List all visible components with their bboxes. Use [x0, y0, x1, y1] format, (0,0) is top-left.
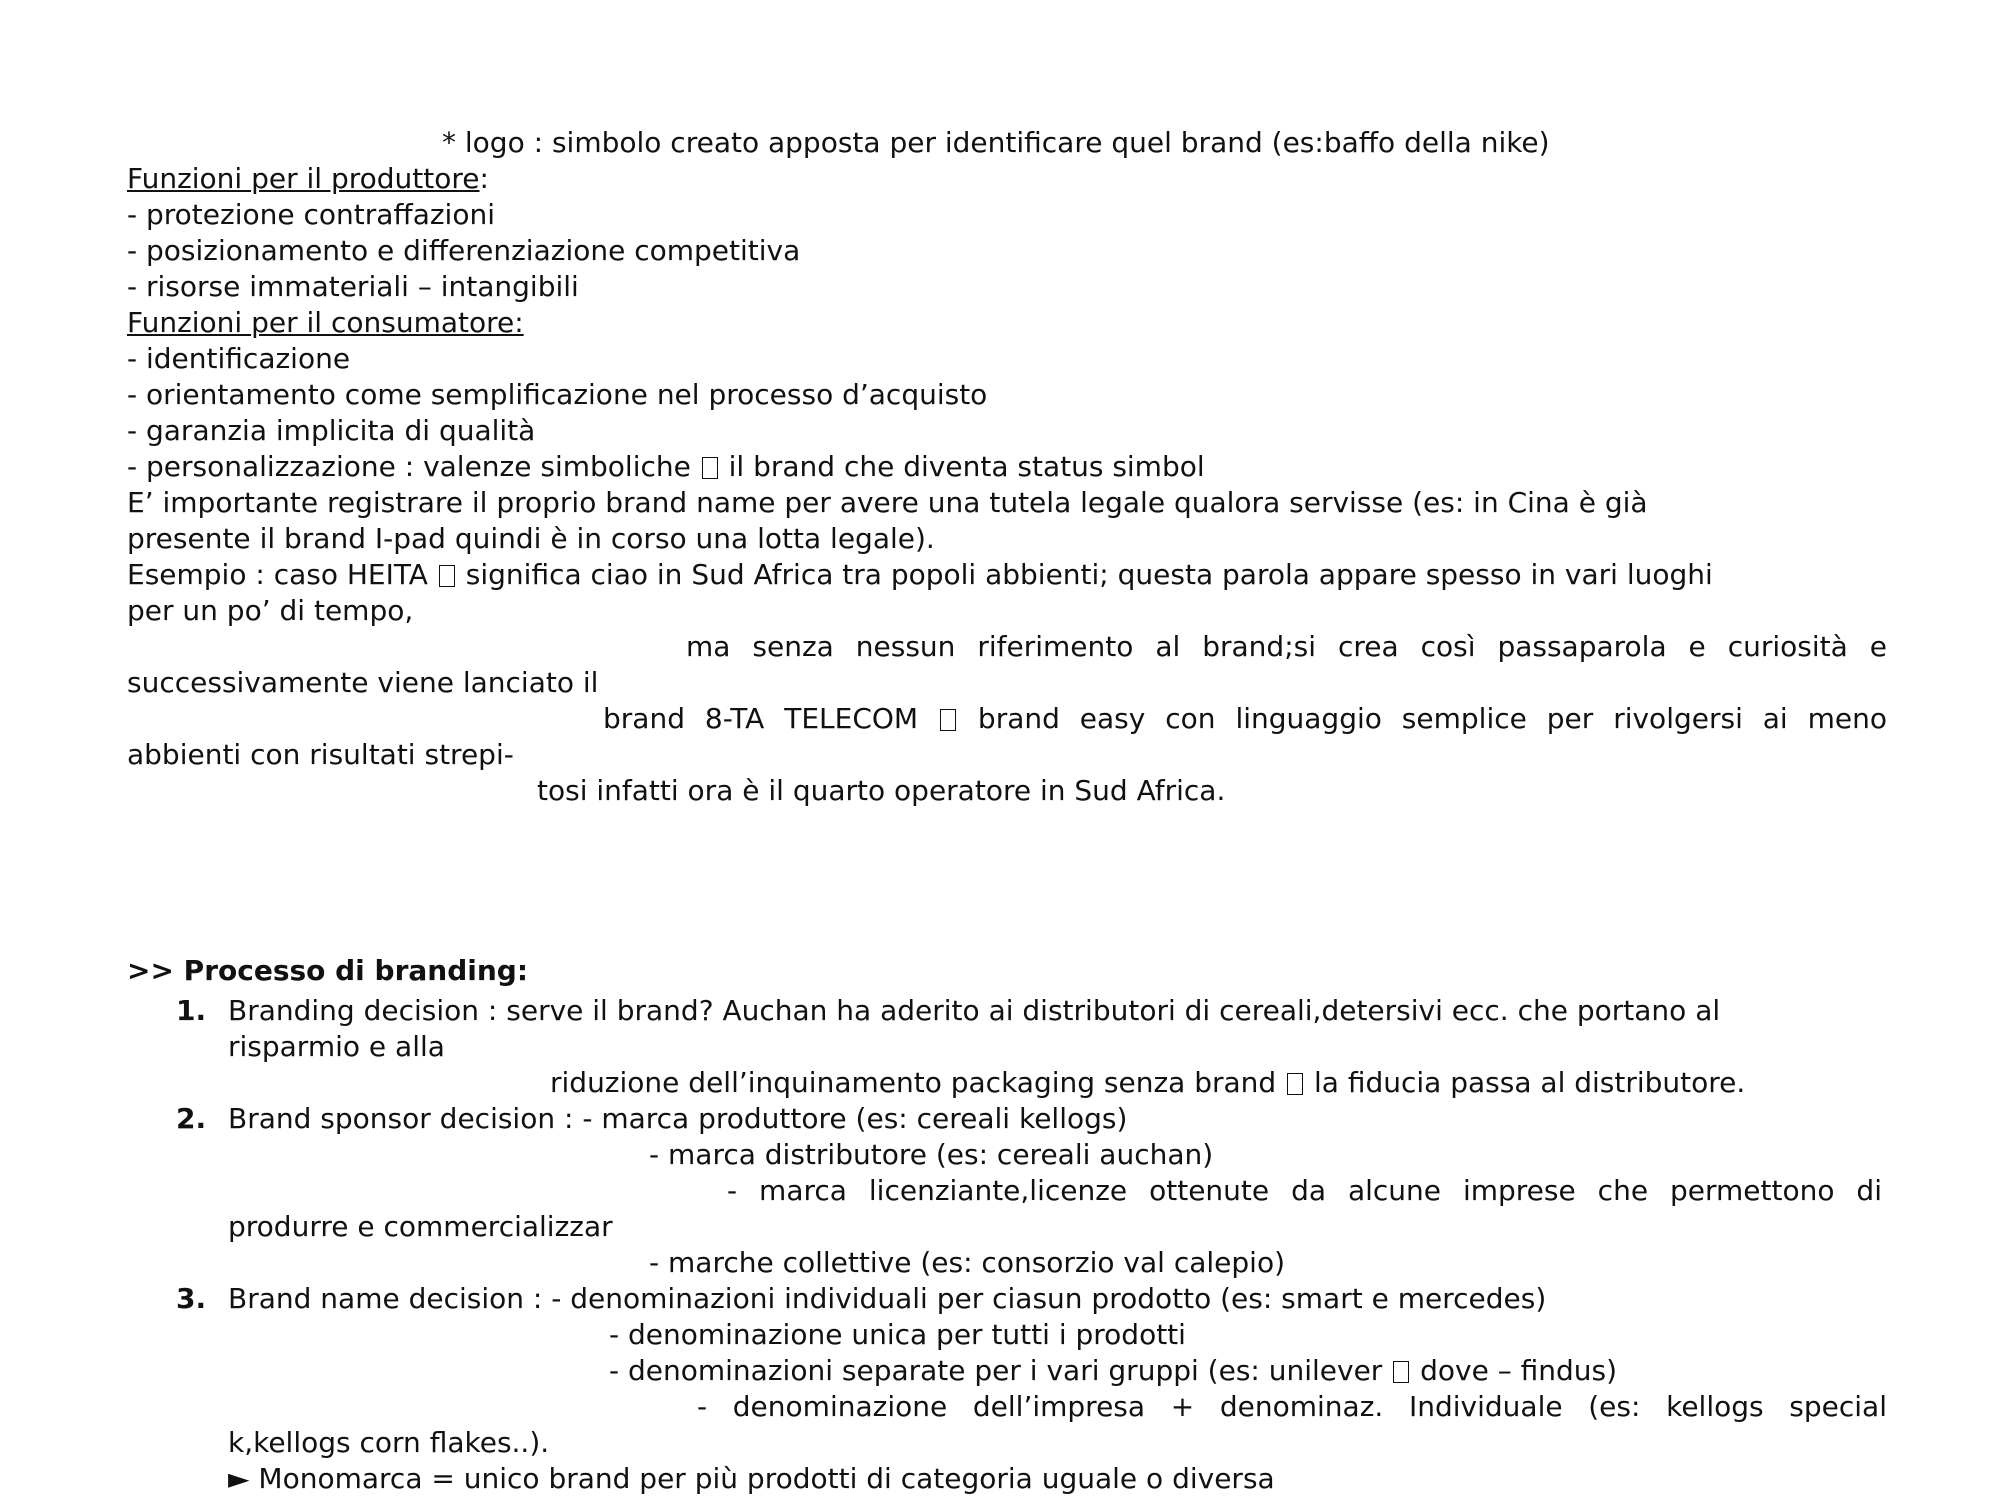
list-item: - orientamento come semplificazione nel processo d’acquisto [127, 378, 988, 411]
paragraph-line: abbienti con risultati strepi- [127, 738, 514, 771]
list-item-text: produrre e commercializzar [228, 1210, 613, 1243]
list-item: - identificazione [127, 342, 351, 375]
paragraph-line: successivamente viene lanciato il [127, 666, 599, 699]
list-item: - posizionamento e differenziazione competitiva [127, 234, 801, 267]
list-item-text: - denominazione unica per tutti i prodotti [609, 1318, 1186, 1351]
list-number: 1. [176, 994, 207, 1027]
list-item: - garanzia implicita di qualità [127, 414, 536, 447]
producer-heading: Funzioni per il produttore: [127, 162, 489, 195]
list-item-text: risparmio e alla [228, 1030, 445, 1063]
list-item-text: - marche collettive (es: consorzio val calepio) [649, 1246, 1286, 1279]
missing-glyph-icon [940, 709, 956, 731]
consumer-heading: Funzioni per il consumatore: [127, 306, 524, 339]
missing-glyph-icon [1287, 1073, 1303, 1095]
list-item-text: - marca licenziante,licenze ottenute da alcune imprese che permettono di [727, 1174, 1882, 1207]
list-item: - personalizzazione : valenze simboliche il brand che diventa status simbol [127, 450, 1205, 483]
paragraph-line: tosi infatti ora è il quarto operatore in Sud Africa. [537, 774, 1226, 807]
paragraph-line: brand 8-TA TELECOM brand easy con linguaggio semplice per rivolgersi ai meno [603, 702, 1887, 735]
paragraph-line: ma senza nessun riferimento al brand;si crea così passaparola e curiosità e [686, 630, 1887, 663]
list-item-text: - denominazione dell’impresa + denominaz. Individuale (es: kellogs special [697, 1390, 1887, 1423]
list-item-text: Branding decision : serve il brand? Auchan ha aderito ai distributori di cereali,detersivi ecc. che portano al [228, 994, 1721, 1027]
missing-glyph-icon [1393, 1361, 1409, 1383]
list-item: - risorse immateriali – intangibili [127, 270, 579, 303]
list-number: 3. [176, 1282, 207, 1315]
paragraph-line: per un po’ di tempo, [127, 594, 414, 627]
missing-glyph-icon [439, 565, 455, 587]
paragraph-line: presente il brand I-pad quindi è in corso una lotta legale). [127, 522, 935, 555]
list-item-text: - denominazioni separate per i vari gruppi (es: unilever dove – findus) [609, 1354, 1618, 1387]
list-item-text: k,kellogs corn flakes..). [228, 1426, 550, 1459]
list-item-text: Brand sponsor decision : - marca produttore (es: cereali kellogs) [228, 1102, 1128, 1135]
section-heading: >> Processo di branding: [127, 954, 529, 987]
missing-glyph-icon [702, 457, 718, 479]
logo-definition: * logo : simbolo creato apposta per identificare quel brand (es:baffo della nike) [442, 126, 1550, 159]
list-item-text: riduzione dell’inquinamento packaging senza brand la fiducia passa al distributore. [550, 1066, 1746, 1099]
list-item-text: Brand name decision : - denominazioni individuali per ciasun prodotto (es: smart e mercedes) [228, 1282, 1547, 1315]
list-item-text: - marca distributore (es: cereali auchan) [649, 1138, 1214, 1171]
list-number: 2. [176, 1102, 207, 1135]
paragraph-line: Esempio : caso HEITA significa ciao in Sud Africa tra popoli abbienti; questa parola appare spesso in vari luoghi [127, 558, 1713, 591]
list-item: - protezione contraffazioni [127, 198, 495, 231]
paragraph-line: E’ importante registrare il proprio brand name per avere una tutela legale qualora servisse (es: in Cina è già [127, 486, 1648, 519]
list-item-text: ► Monomarca = unico brand per più prodotti di categoria uguale o diversa [228, 1462, 1275, 1495]
